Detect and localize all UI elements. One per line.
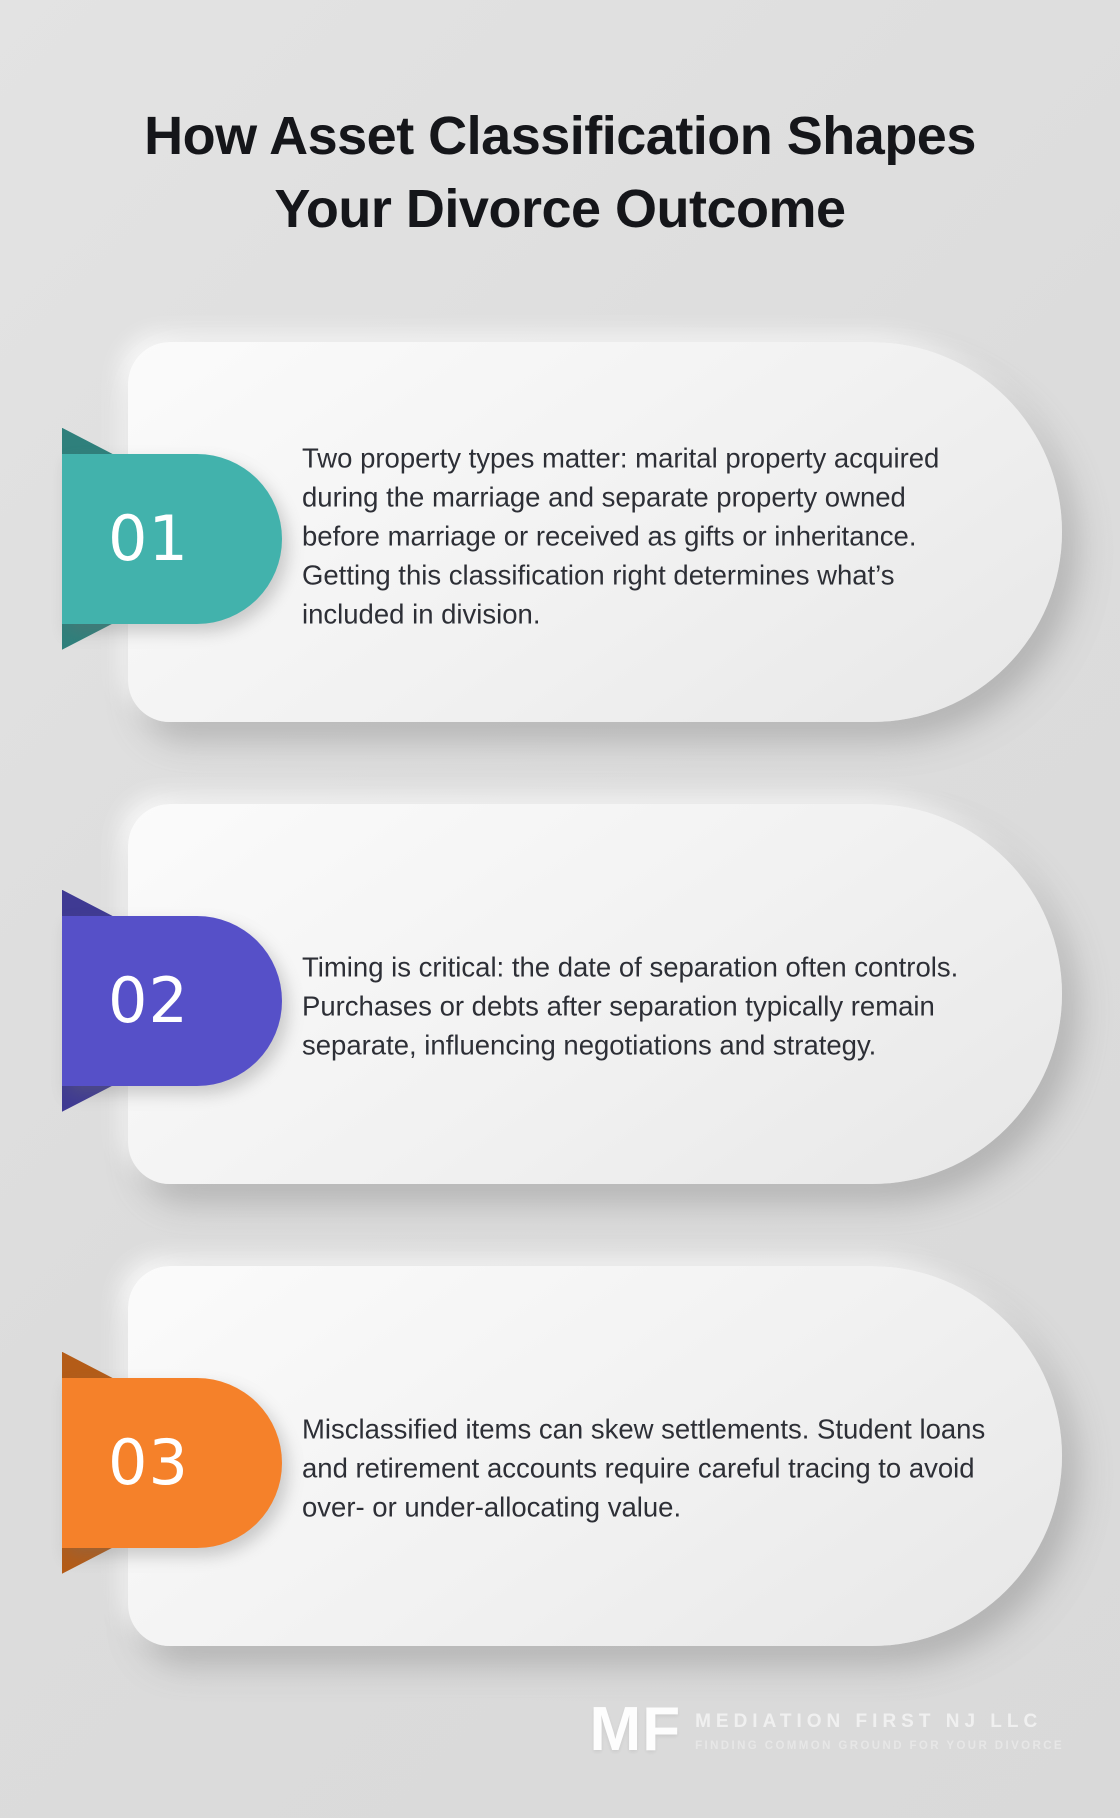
logo-tagline: FINDING COMMON GROUND FOR YOUR DIVORCE <box>695 1740 1064 1752</box>
step-badge <box>62 1378 282 1548</box>
step-badge <box>62 454 282 624</box>
card-list <box>0 342 1120 1670</box>
card-text: Two property types matter: marital property acquired during the marriage and separate property owned before marriage or received as gifts or inheritance. Getting this classification right determines what’s included in division. <box>302 442 940 630</box>
logo-name: MEDIATION FIRST NJ LLC <box>695 1711 1043 1732</box>
card-text: Misclassified items can skew settlements. Student loans and retirement accounts require careful tracing to avoid over- or under-allocating value. <box>302 1413 986 1523</box>
page-title: How Asset Classification Shapes Your Divorce Outcome <box>144 106 976 239</box>
logo-text <box>695 1711 1064 1758</box>
step-badge <box>62 916 282 1086</box>
brand-logo <box>589 1695 1064 1765</box>
logo-monogram: MF <box>589 1695 682 1765</box>
list-item <box>0 1266 1120 1670</box>
step-number: 02 <box>108 964 189 1038</box>
card-text: Timing is critical: the date of separation often controls. Purchases or debts after separation typically remain separate, influencing negotiations and strategy. <box>302 951 959 1061</box>
list-item <box>0 804 1120 1208</box>
list-item <box>0 342 1120 746</box>
step-number: 03 <box>108 1426 189 1500</box>
step-number: 01 <box>108 502 189 576</box>
